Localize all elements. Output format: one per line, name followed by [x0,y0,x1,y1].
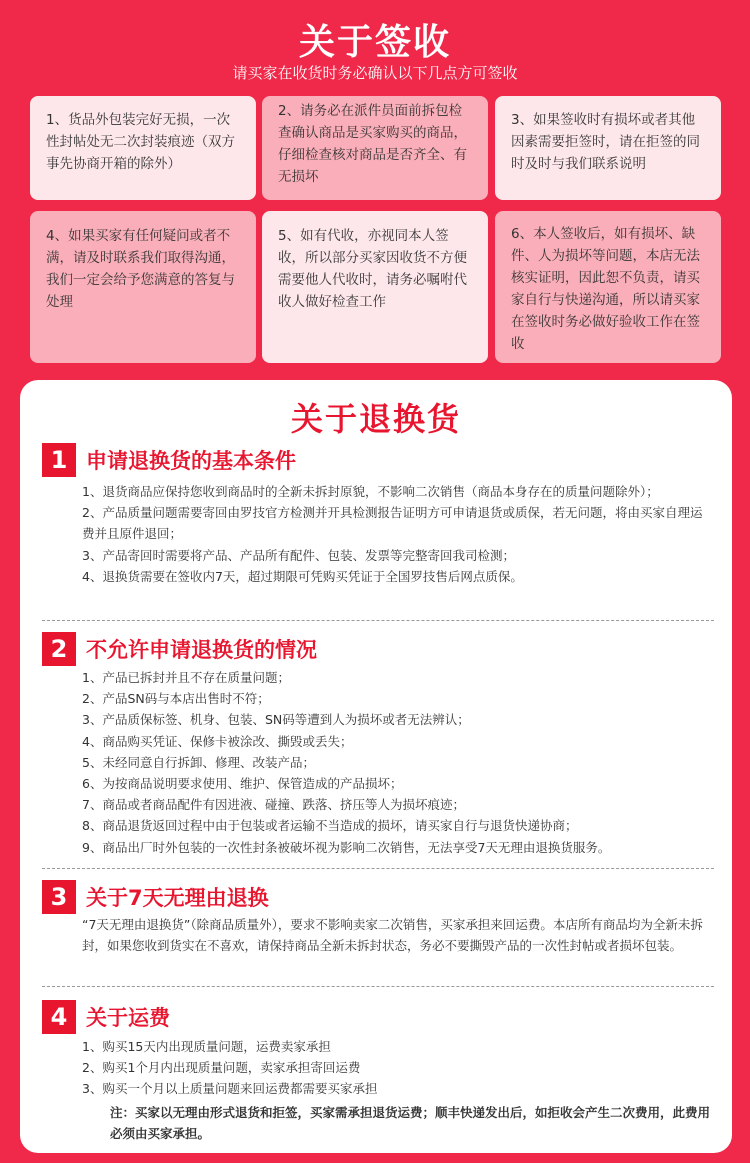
section-3-number: 3 [42,880,76,914]
section-2-header [42,632,317,666]
list-item: 2、购买1个月内出现质量问题，卖家承担寄回运费 [82,1060,361,1076]
section-3-title: 关于7天无理由退换 [86,886,269,910]
sign-subtitle: 请买家在收货时务必确认以下几点方可签收 [232,64,518,82]
list-item: 2、产品SN码与本店出售时不符； [82,691,270,707]
section-2-number: 2 [42,632,76,666]
list-item: 4、退换货需要在签收内7天，超过期限可凭购买凭证于全国罗技售后网点质保。 [82,568,523,584]
divider [42,620,714,621]
section-1-number: 1 [42,443,76,477]
shipping-note: 注：买家以无理由形式退货和拒签，买家需承担退货运费；顺丰快递发出后，如拒收会产生二次费用，此费用必须由买家承担。 [110,1105,711,1142]
section-4-title: 关于运费 [86,1006,170,1030]
section-1-title: 申请退换货的基本条件 [86,449,296,473]
list-item: 8、商品退货返回过程中由于包装或者运输不当造成的损坏，请买家自行与退货快递协商； [82,818,578,834]
list-item: 3、购买一个月以上质量问题来回运费都需要买家承担 [82,1081,378,1097]
list-item: 4、商品购买凭证、保修卡被涂改、撕毁或丢失； [82,733,353,749]
list-item: 7、商品或者商品配件有因进液、碰撞、跌落、挤压等人为损坏痕迹； [82,797,465,813]
returns-title: 关于退换货 [290,400,461,438]
list-item: 5、未经同意自行拆卸、修理、改装产品； [82,754,315,770]
sign-card-1: 1、货品外包装完好无损，一次性封帖处无二次封装痕迹（双方事先协商开箱的除外） [30,96,256,200]
paragraph: “7天无理由退换货”（除商品质量外），要求不影响卖家二次销售，买家承担来回运费。本店所有商品均为全新未拆封，如果您收到货实在不喜欢，请保持商品全新未拆封状态，务必不要撕毁产品的一次性封帖或者损坏包装。 [82,917,703,954]
section-3-header [42,880,269,914]
section-3-body [82,914,712,956]
list-item: 1、产品已拆封并且不存在质量问题； [82,670,290,685]
list-item: 1、退货商品应保持您收到商品时的全新未拆封原貌，不影响二次销售（商品本身存在的质量问题除外）； [82,484,659,499]
section-2-body [82,667,712,858]
sign-card-2: 2、请务必在派件员面前拆包检查确认商品是买家购买的商品，仔细检查核对商品是否齐全、有无损坏 [262,96,488,200]
list-item: 1、购买15天内出现质量问题，运费卖家承担 [82,1039,331,1054]
divider [42,868,714,869]
section-1-body [82,481,712,587]
section-4-number: 4 [42,1000,76,1034]
sign-card-5: 5、如有代收，亦视同本人签收，所以部分买家因收货不方便需要他人代收时，请务必嘱咐代收人做好检查工作 [262,211,488,363]
sign-title: 关于签收 [298,22,451,63]
list-item: 9、商品出厂时外包装的一次性封条被破坏视为影响二次销售，无法享受7天无理由退换货服务。 [82,839,611,855]
sign-card-4: 4、如果买家有任何疑问或者不满，请及时联系我们取得沟通，我们一定会给予您满意的答复与处理 [30,211,256,363]
divider [42,986,714,987]
section-4-header [42,1000,170,1034]
list-item: 3、产品寄回时需要将产品、产品所有配件、包装、发票等完整寄回我司检测； [82,547,515,563]
list-item: 3、产品质保标签、机身、包装、SN码等遭到人为损坏或者无法辨认； [82,712,470,728]
section-1-header [42,443,296,477]
sign-card-3: 3、如果签收时有损坏或者其他因素需要拒签时，请在拒签的同时及时与我们联系说明 [495,96,721,200]
returns-panel [20,380,732,1153]
list-item: 2、产品质量问题需要寄回由罗技官方检测并开具检测报告证明方可申请退货或质保，若无问题，将由买家自理运费并且原件退回； [82,505,703,542]
section-4-body [82,1036,712,1100]
list-item: 6、为按商品说明要求使用、维护、保管造成的产品损坏； [82,776,403,792]
section-2-title: 不允许申请退换货的情况 [86,638,317,662]
sign-card-6: 6、本人签收后，如有损坏、缺件、人为损坏等问题，本店无法核实证明，因此恕不负责，请买家自行与快递沟通，所以请买家在签收时务必做好验收工作在签收 [495,211,721,363]
